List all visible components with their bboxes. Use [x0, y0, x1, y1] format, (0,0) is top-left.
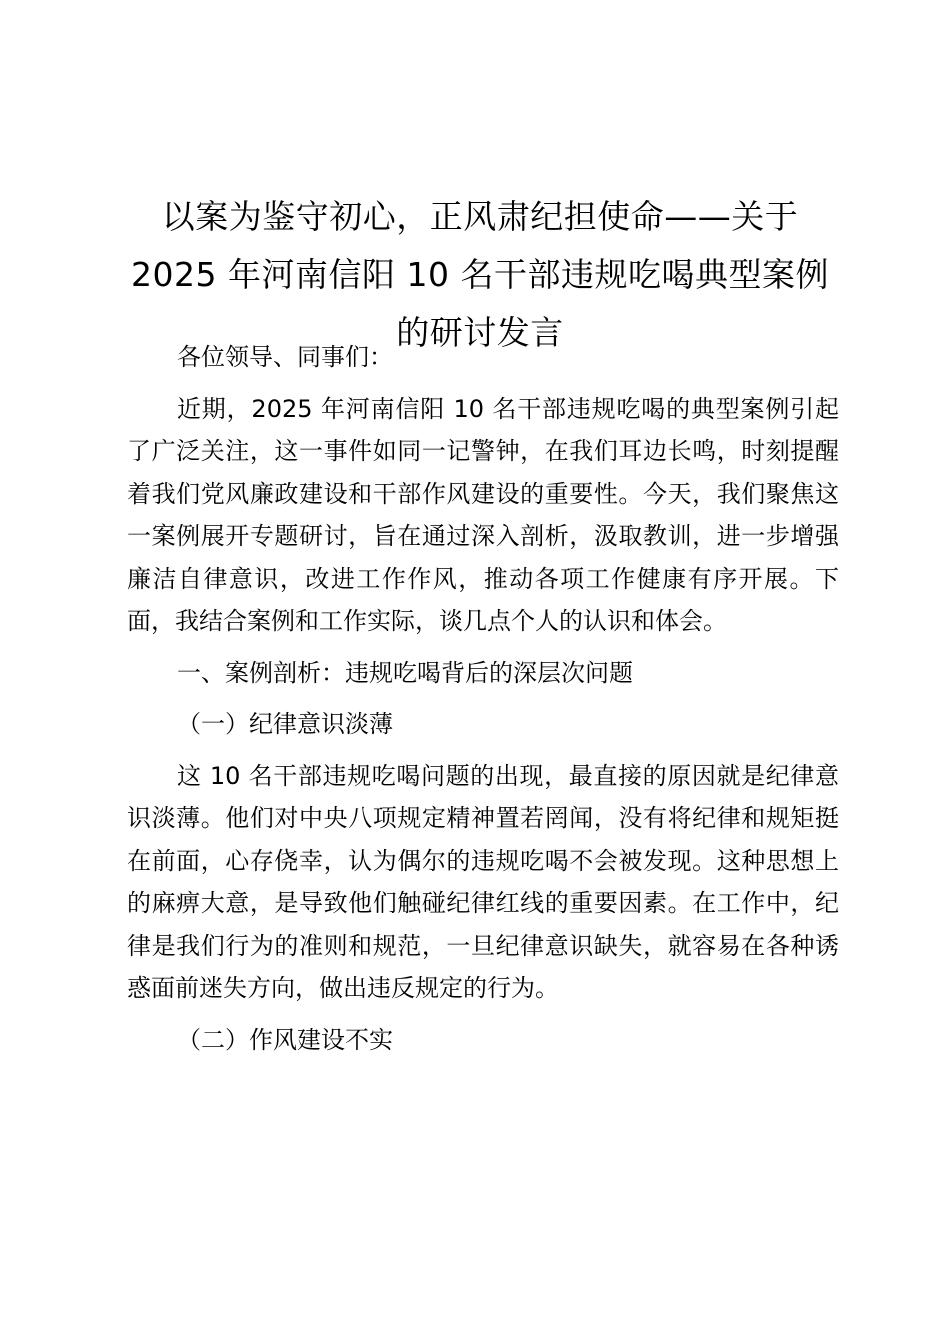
title-line-3: 的研讨发言 [396, 313, 564, 352]
salutation: 各位领导、同事们： [177, 343, 393, 371]
title-line-1: 以案为鉴守初心，正风肃纪担使命——关于 [161, 197, 799, 236]
subsection-heading-1: （一）纪律意识淡薄 [177, 710, 393, 738]
document-body [127, 336, 839, 1061]
title-line-2: 2025 年河南信阳 10 名干部违规吃喝典型案例 [131, 255, 829, 294]
intro-paragraph: 近期，2025 年河南信阳 10 名干部违规吃喝的典型案例引起了广泛关注，这一事件如同一记警钟，在我们耳边长鸣，时刻提醒着我们党风廉政建设和干部作风建设的重要性。今天，我们聚焦这一案例展开专题研讨，旨在通过深入剖析，汲取教训，进一步增强廉洁自律意识，改进工作作风，推动各项工作健康有序开展。下面，我结合案例和工作实际，谈几点个人的认识和体会。 [127, 394, 839, 635]
subsection-heading-2: （二）作风建设不实 [177, 1025, 393, 1054]
subsection-paragraph-1: 这 10 名干部违规吃喝问题的出现，最直接的原因就是纪律意识淡薄。他们对中央八项规定精神置若罔闻，没有将纪律和规矩挺在前面，心存侥幸，认为偶尔的违规吃喝不会被发现。这种思想上的麻痹大意，是导致他们触碰纪律红线的重要因素。在工作中，纪律是我们行为的准则和规范，一旦纪律意识缺失，就容易在各种诱惑面前迷失方向，做出违反规定的行为。 [127, 761, 839, 1002]
section-heading-1: 一、案例剖析：违规吃喝背后的深层次问题 [177, 658, 633, 687]
